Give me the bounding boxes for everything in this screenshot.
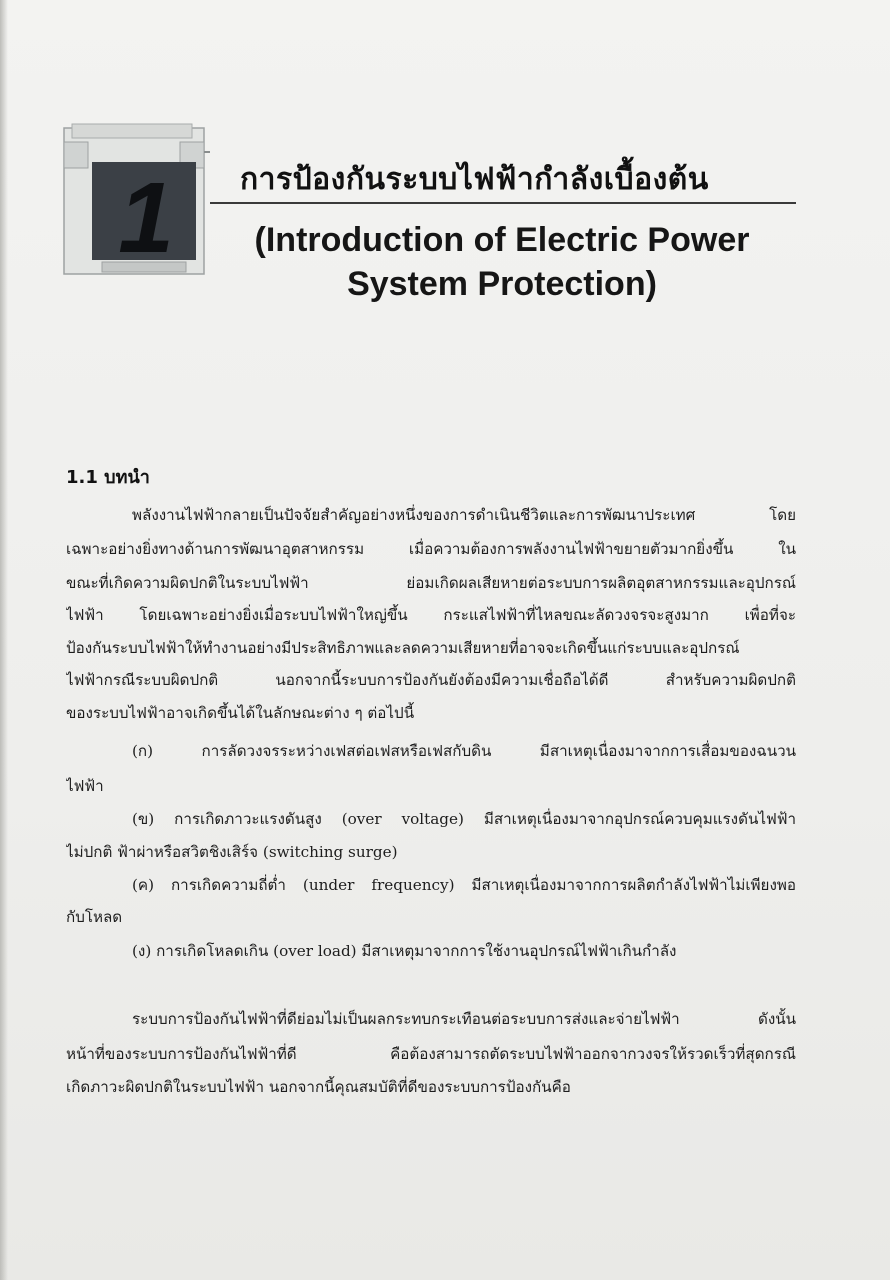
paragraph-line: พลังงานไฟฟ้ากลายเป็นปัจจัยสำคัญอย่างหนึ่งของการดำเนินชีวิตและการพัฒนาประเทศ โดย xyxy=(132,506,796,524)
paragraph-line: ระบบการป้องกันไฟฟ้าที่ดีย่อมไม่เป็นผลกระทบกระเทือนต่อระบบการส่งและจ่ายไฟฟ้า ดังนั้น xyxy=(132,1010,796,1028)
list-item-line: (ข) การเกิดภาวะแรงดันสูง (over voltage) มีสาเหตุเนื่องมาจากอุปกรณ์ควบคุมแรงดันไฟฟ้า xyxy=(132,810,796,828)
paragraph-line: ไฟฟ้า โดยเฉพาะอย่างยิ่งเมื่อระบบไฟฟ้าใหญ่ขึ้น กระแสไฟฟ้าที่ไหลขณะลัดวงจรจะสูงมาก เพื่อที่จะ xyxy=(66,606,796,624)
list-item-line: กับโหลด xyxy=(66,908,123,926)
list-item-line: (ก) การลัดวงจรระหว่างเฟสต่อเฟสหรือเฟสกับดิน มีสาเหตุเนื่องมาจากการเสื่อมของฉนวน xyxy=(132,742,796,760)
list-item-line: (ง) การเกิดโหลดเกิน (over load) มีสาเหตุมาจากการใช้งานอุปกรณ์ไฟฟ้าเกินกำลัง xyxy=(132,942,677,960)
list-item-line: ไฟฟ้า xyxy=(66,777,104,795)
paragraph-line: หน้าที่ของระบบการป้องกันไฟฟ้าที่ดี คือต้องสามารถตัดระบบไฟฟ้าออกจากวงจรให้รวดเร็วที่สุดกรณี xyxy=(66,1045,796,1063)
paragraph-line: ป้องกันระบบไฟฟ้าให้ทำงานอย่างมีประสิทธิภาพและลดความเสียหายที่อาจจะเกิดขึ้นแก่ระบบและอุปกรณ์ xyxy=(66,639,740,657)
chapter-number-graphic xyxy=(62,122,212,278)
chapter-title-english-line2: System Protection) xyxy=(347,265,657,303)
chapter-title-english-line1: (Introduction of Electric Power xyxy=(254,221,750,259)
chapter-title-thai: การป้องกันระบบไฟฟ้ากำลังเบื้องต้น xyxy=(240,162,709,197)
list-item-line: (ค) การเกิดความถี่ต่ำ (under frequency) มีสาเหตุเนื่องมาจากการผลิตกำลังไฟฟ้าไม่เพียงพอ xyxy=(132,876,796,894)
section-heading: 1.1 บทนำ xyxy=(66,467,150,488)
chapter-number: 1 xyxy=(118,162,174,274)
paragraph-line: ไฟฟ้ากรณีระบบผิดปกติ นอกจากนี้ระบบการป้องกันยังต้องมีความเชื่อถือได้ดี สำหรับความผิดปกติ xyxy=(66,671,796,689)
paragraph-line: เกิดภาวะผิดปกติในระบบไฟฟ้า นอกจากนี้คุณสมบัติที่ดีของระบบการป้องกันคือ xyxy=(66,1078,571,1096)
paragraph-line: ของระบบไฟฟ้าอาจเกิดขึ้นได้ในลักษณะต่าง ๆ ต่อไปนี้ xyxy=(66,704,415,722)
title-underline xyxy=(210,202,796,204)
page-spine-shadow xyxy=(0,0,8,1280)
paragraph-line: ขณะที่เกิดความผิดปกติในระบบไฟฟ้า ย่อมเกิดผลเสียหายต่อระบบการผลิตอุตสาหกรรมและอุปกรณ์ xyxy=(66,574,796,592)
paragraph-line: เฉพาะอย่างยิ่งทางด้านการพัฒนาอุตสาหกรรม เมื่อความต้องการพลังงานไฟฟ้าขยายตัวมากยิ่งขึ้น ใน xyxy=(66,540,796,558)
list-item-line: ไม่ปกติ ฟ้าผ่าหรือสวิตชิงเสิร์จ (switching surge) xyxy=(66,843,398,861)
chapter-title-english xyxy=(222,218,782,306)
